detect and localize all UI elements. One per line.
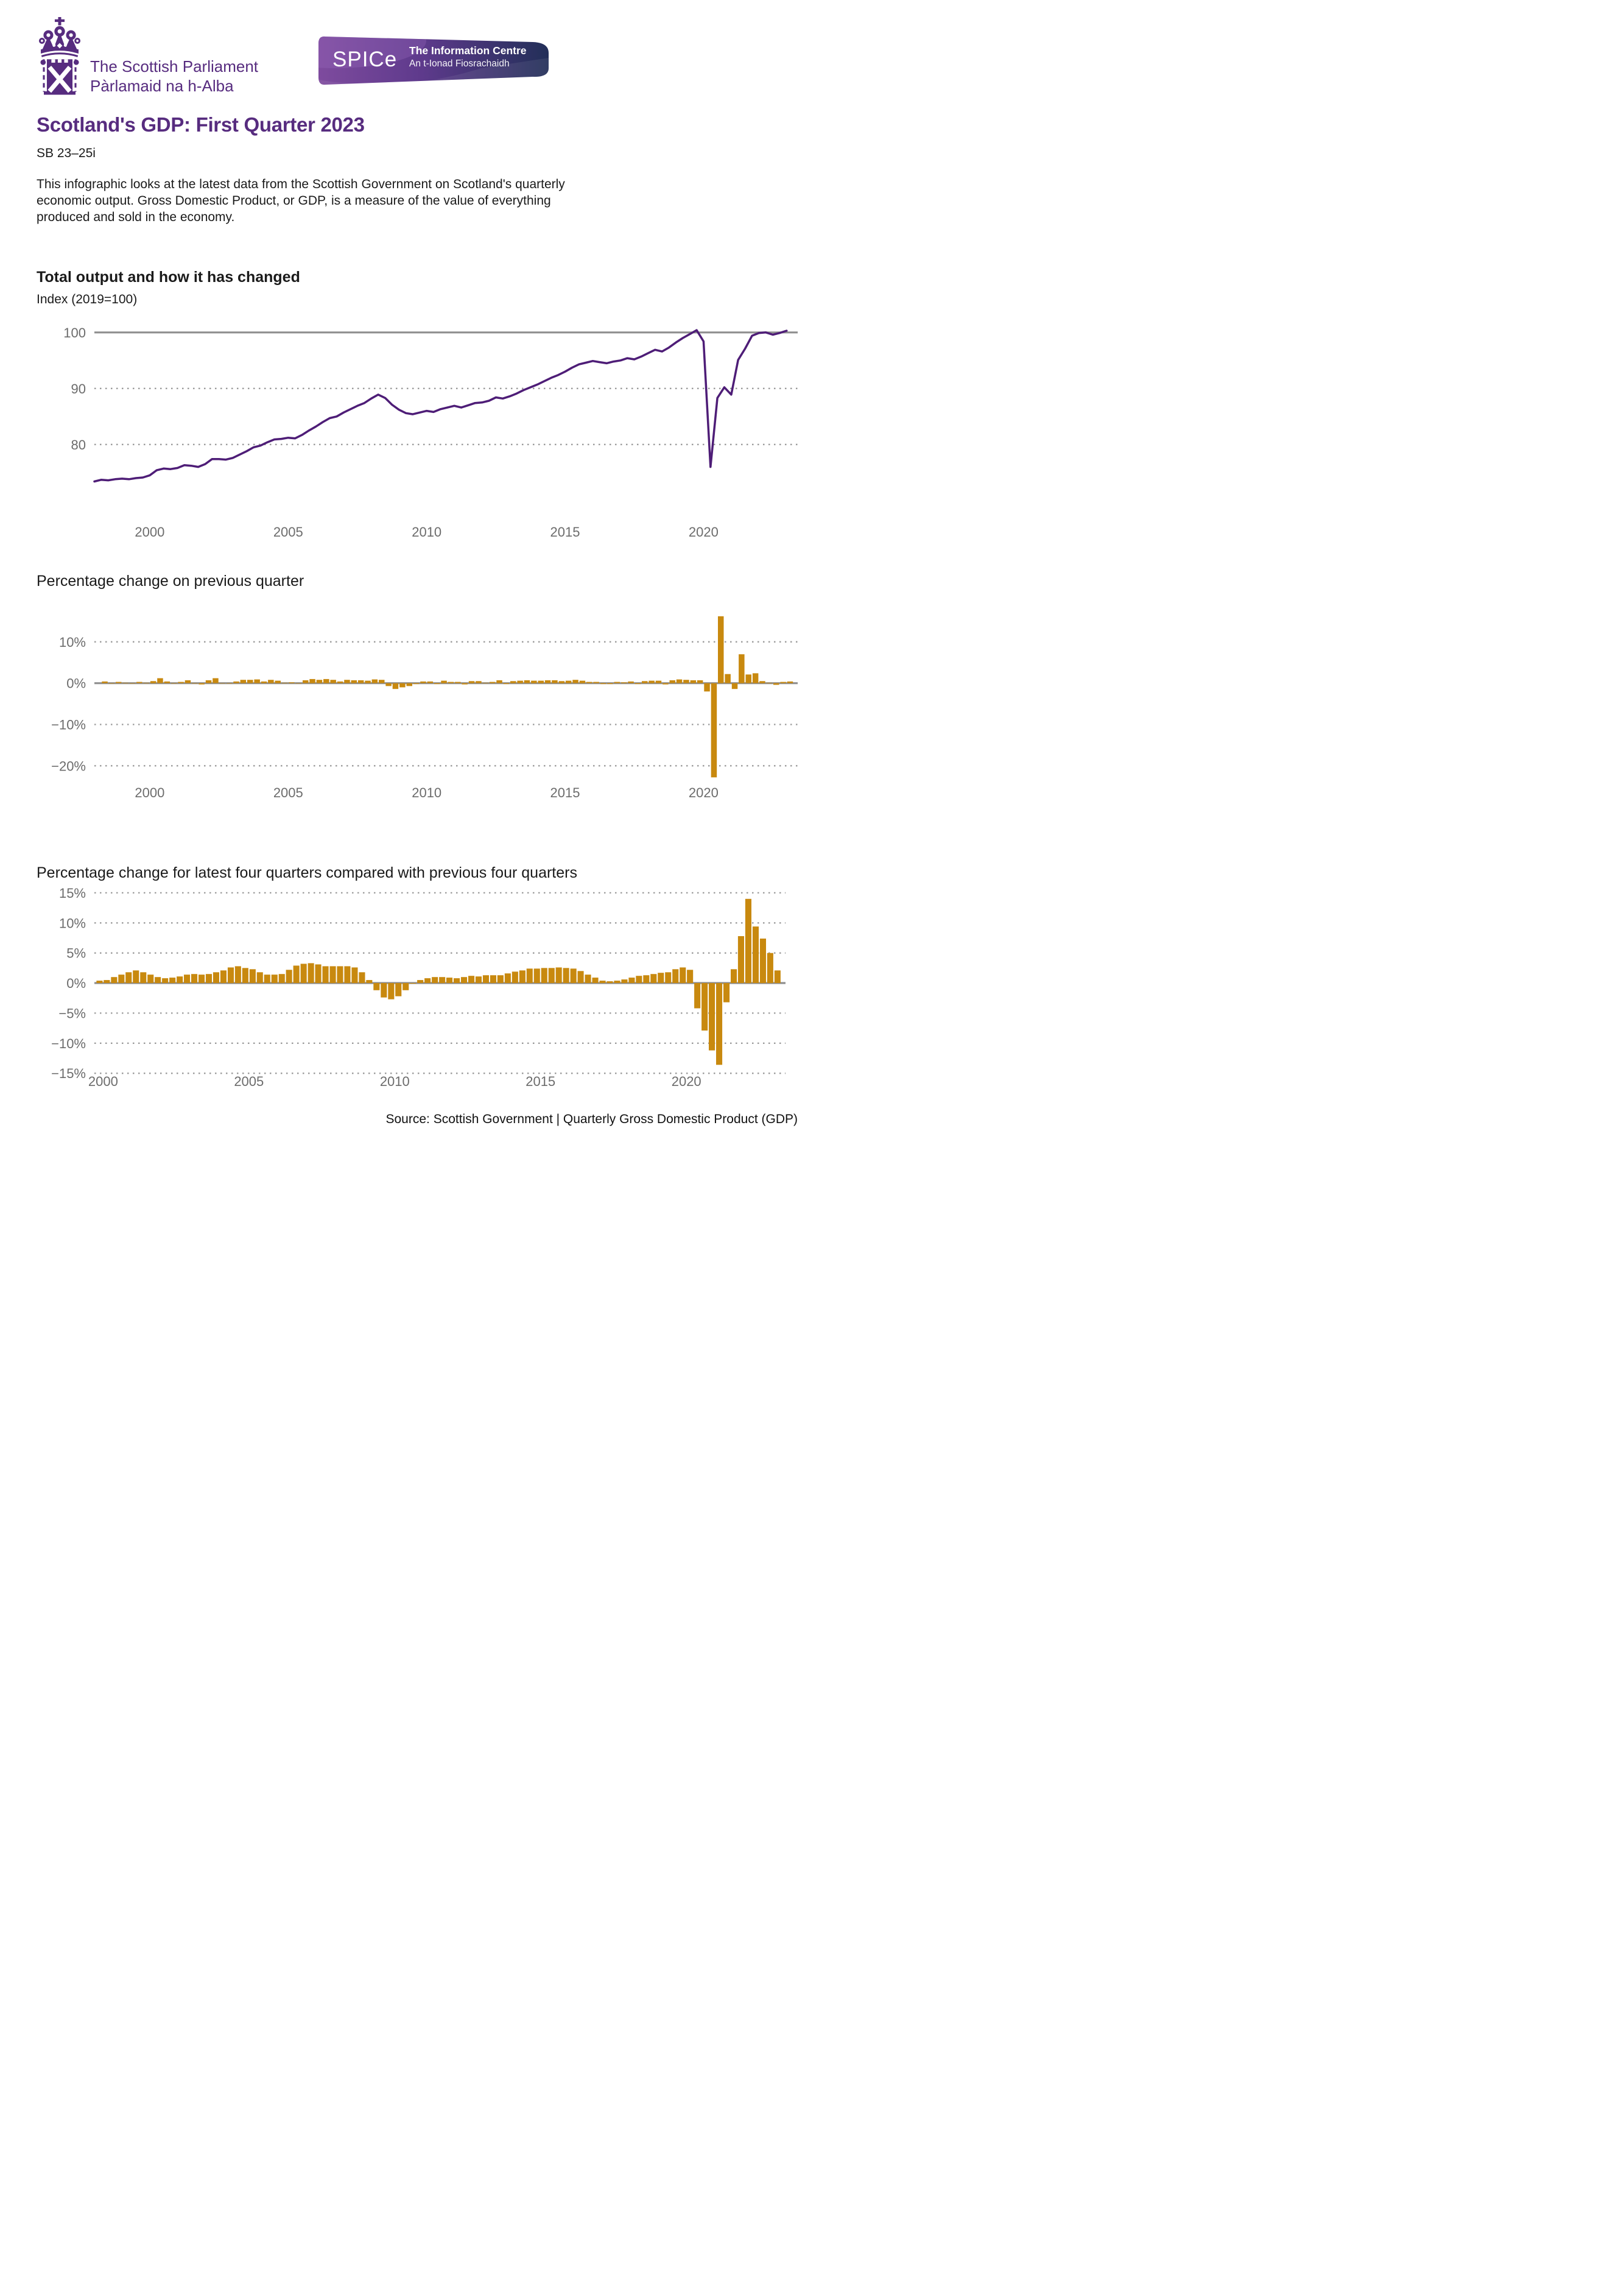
intro-paragraph: This infographic looks at the latest data from the Scottish Government on Scotland's quarterly economic output. Gross Domestic Product, or GDP, is a measure of the value of everything produced and sold in the economy.	[37, 177, 565, 224]
infographic-page	[0, 0, 812, 1142]
svg-text:10%: 10%	[58, 915, 86, 931]
spice-name-en: The Information Centre	[409, 44, 527, 57]
svg-text:15%: 15%	[58, 885, 86, 901]
chart3-title: Percentage change for latest four quarters compared with previous four quarters	[37, 864, 577, 881]
spice-badge	[317, 35, 551, 86]
svg-text:90: 90	[71, 381, 86, 397]
chart2-title: Percentage change on previous quarter	[37, 572, 304, 590]
header	[37, 17, 804, 97]
svg-text:100: 100	[63, 325, 86, 340]
gdp-index-line-chart	[37, 308, 804, 546]
annual-change-bar-chart	[37, 882, 804, 1095]
svg-text:−5%: −5%	[58, 1006, 86, 1021]
svg-text:2015: 2015	[550, 784, 580, 800]
parliament-name-gd: Pàrlamaid na h-Alba	[90, 76, 234, 95]
svg-text:2005: 2005	[273, 524, 303, 540]
svg-text:2000: 2000	[135, 524, 165, 540]
svg-text:−10%: −10%	[51, 717, 86, 733]
svg-text:2005: 2005	[234, 1073, 264, 1089]
scottish-parliament-logo-icon	[37, 17, 83, 96]
svg-text:2010: 2010	[379, 1073, 410, 1089]
svg-text:2015: 2015	[526, 1073, 556, 1089]
parliament-name-en: The Scottish Parliament	[90, 57, 259, 76]
page-title: Scotland's GDP: First Quarter 2023	[37, 113, 365, 136]
svg-text:0%: 0%	[66, 975, 86, 991]
svg-text:2015: 2015	[550, 524, 580, 540]
svg-text:10%: 10%	[58, 634, 86, 650]
parliament-name	[90, 57, 258, 96]
svg-text:2020: 2020	[688, 524, 719, 540]
svg-text:2000: 2000	[88, 1073, 118, 1089]
source-note: Source: Scottish Government | Quarterly Gross Domestic Product (GDP)	[385, 1112, 798, 1126]
bulletin-id: SB 23–25i	[37, 146, 96, 160]
svg-text:−15%: −15%	[51, 1065, 86, 1081]
spice-logo-text: SPICe	[332, 48, 398, 71]
svg-text:2010: 2010	[412, 524, 442, 540]
spice-names	[409, 44, 527, 69]
svg-text:2000: 2000	[135, 784, 165, 800]
svg-text:2020: 2020	[671, 1073, 701, 1089]
svg-text:0%: 0%	[66, 675, 86, 691]
svg-text:−20%: −20%	[51, 758, 86, 774]
svg-text:5%: 5%	[66, 945, 86, 961]
spice-name-gd: An t-Ionad Fiosrachaidh	[409, 58, 510, 69]
svg-text:2005: 2005	[273, 784, 303, 800]
svg-text:2010: 2010	[412, 784, 442, 800]
svg-text:−10%: −10%	[51, 1035, 86, 1051]
svg-text:80: 80	[71, 437, 86, 453]
section-heading-total-output: Total output and how it has changed	[37, 268, 300, 286]
quarterly-change-bar-chart	[37, 596, 804, 806]
chart1-axis-caption: Index (2019=100)	[37, 292, 138, 306]
svg-text:2020: 2020	[688, 784, 719, 800]
